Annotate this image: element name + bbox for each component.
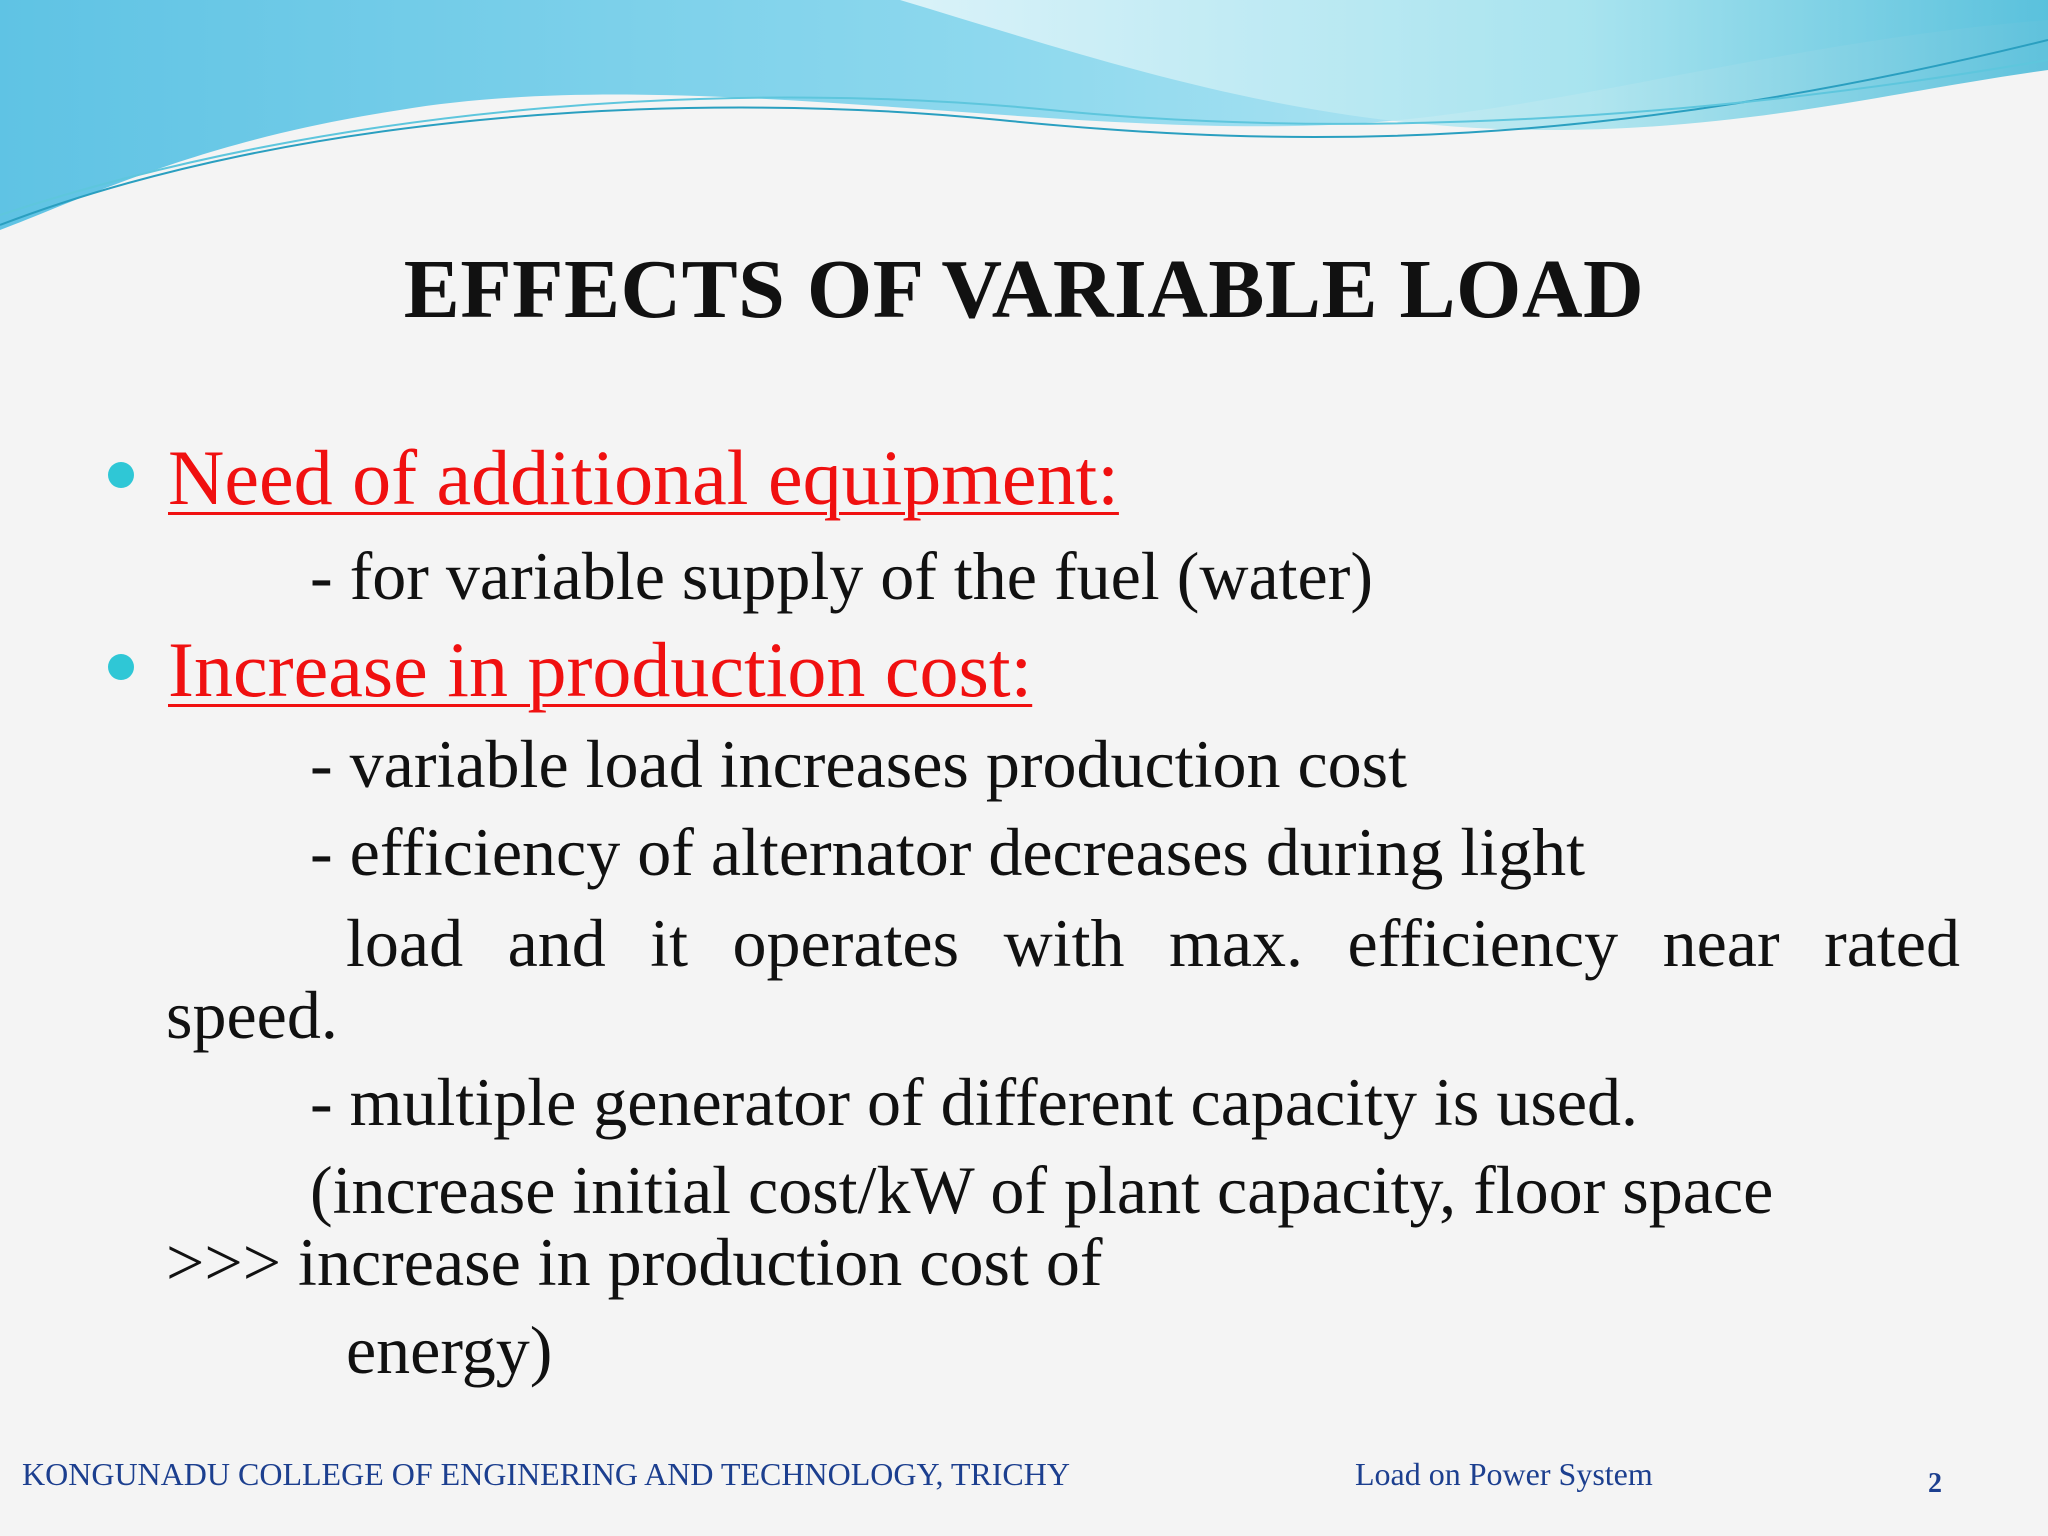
bullet-heading: Need of additional equipment: — [168, 434, 1119, 521]
bullet-detail-line: load and it operates with max. efficiency near rated — [346, 905, 1960, 981]
bullet-detail-line: >>> increase in production cost of — [166, 1224, 1103, 1300]
bullet-detail-line: - multiple generator of different capacity is used. — [310, 1064, 1639, 1140]
bullet-heading: Increase in production cost: — [168, 626, 1033, 713]
wave-decoration — [0, 0, 2048, 240]
page-number: 2 — [1928, 1468, 1942, 1499]
bullet-dot-icon — [108, 462, 134, 488]
bullet-dot-icon — [108, 654, 134, 680]
footer-institution: KONGUNADU COLLEGE OF ENGINERING AND TECHNOLOGY, TRICHY — [22, 1456, 1070, 1492]
bullet-detail-line: energy) — [346, 1312, 553, 1388]
bullet-detail-line: - efficiency of alternator decreases during light — [310, 814, 1586, 890]
bullet-detail-line: - for variable supply of the fuel (water) — [310, 538, 1373, 614]
slide-title: EFFECTS OF VARIABLE LOAD — [403, 243, 1645, 336]
footer-topic: Load on Power System — [1355, 1456, 1653, 1492]
bullet-detail-line: - variable load increases production cost — [310, 726, 1408, 802]
bullet-detail-line: (increase initial cost/kW of plant capacity, floor space — [310, 1152, 1774, 1228]
bullet-detail-line: speed. — [166, 977, 338, 1053]
